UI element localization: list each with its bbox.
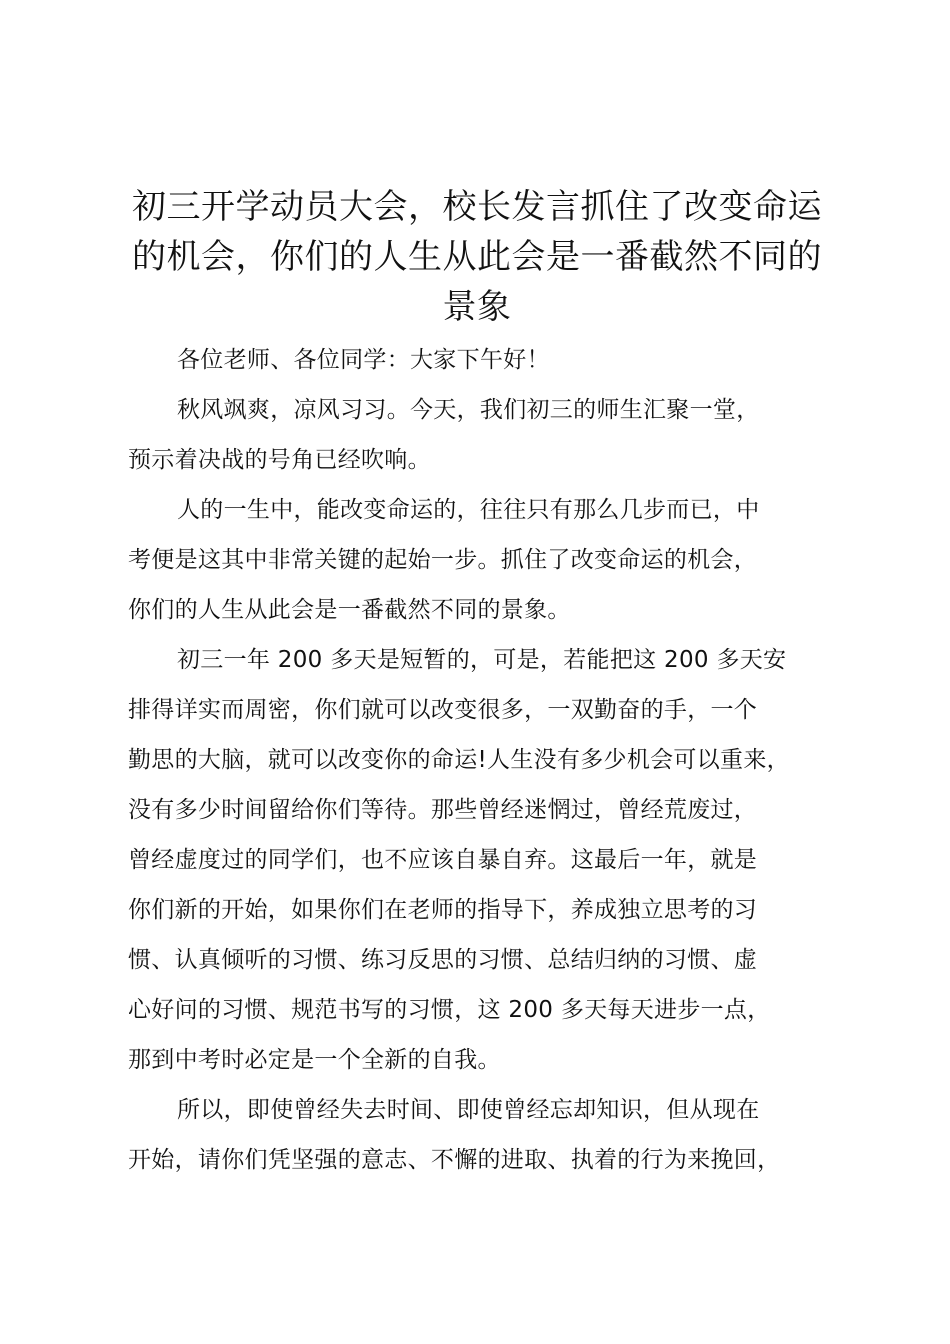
document-title <box>120 182 834 332</box>
text-line: 各位老师、各位同学：大家下午好！ <box>177 347 550 373</box>
text-line: 预示着决战的号角已经吹响。 <box>128 447 431 473</box>
title-line: 景象 <box>442 287 512 327</box>
text-line: 那到中考时必定是一个全新的自我。 <box>128 1047 501 1073</box>
paragraph-habits <box>128 635 858 1085</box>
paragraph-turning-point <box>128 485 858 635</box>
document-body <box>128 335 858 1185</box>
text-line: 曾经虚度过的同学们，也不应该自暴自弃。这最后一年，就是 <box>128 847 758 873</box>
text-line: 你们的人生从此会是一番截然不同的景象。 <box>128 597 571 623</box>
text-line: 初三一年 200 多天是短暂的，可是，若能把这 200 多天安 <box>177 647 787 673</box>
paragraph-opening <box>128 385 858 485</box>
text-line: 惯、认真倾听的习惯、练习反思的习惯、总结归纳的习惯、虚 <box>128 947 758 973</box>
text-line: 你们新的开始，如果你们在老师的指导下，养成独立思考的习 <box>128 897 758 923</box>
text-line: 排得详实而周密，你们就可以改变很多，一双勤奋的手，一个 <box>128 697 758 723</box>
title-line: 初三开学动员大会，校长发言抓住了改变命运 <box>132 187 822 227</box>
text-line: 心好问的习惯、规范书写的习惯，这 200 多天每天进步一点， <box>128 997 771 1023</box>
text-line: 所以，即使曾经失去时间、即使曾经忘却知识，但从现在 <box>177 1097 760 1123</box>
title-line: 的机会，你们的人生从此会是一番截然不同的 <box>132 237 822 277</box>
text-line: 秋风飒爽，凉风习习。今天，我们初三的师生汇聚一堂， <box>177 397 760 423</box>
text-line: 勤思的大脑，就可以改变你的命运!人生没有多少机会可以重来， <box>128 747 790 773</box>
text-line: 考便是这其中非常关键的起始一步。抓住了改变命运的机会， <box>128 547 758 573</box>
text-line: 没有多少时间留给你们等待。那些曾经迷惘过，曾经荒废过， <box>128 797 758 823</box>
paragraph-conclusion <box>128 1085 858 1185</box>
paragraph-greeting <box>128 335 858 385</box>
text-line: 人的一生中，能改变命运的，往往只有那么几步而已，中 <box>177 497 760 523</box>
text-line: 开始，请你们凭坚强的意志、不懈的进取、执着的行为来挽回， <box>128 1147 781 1173</box>
